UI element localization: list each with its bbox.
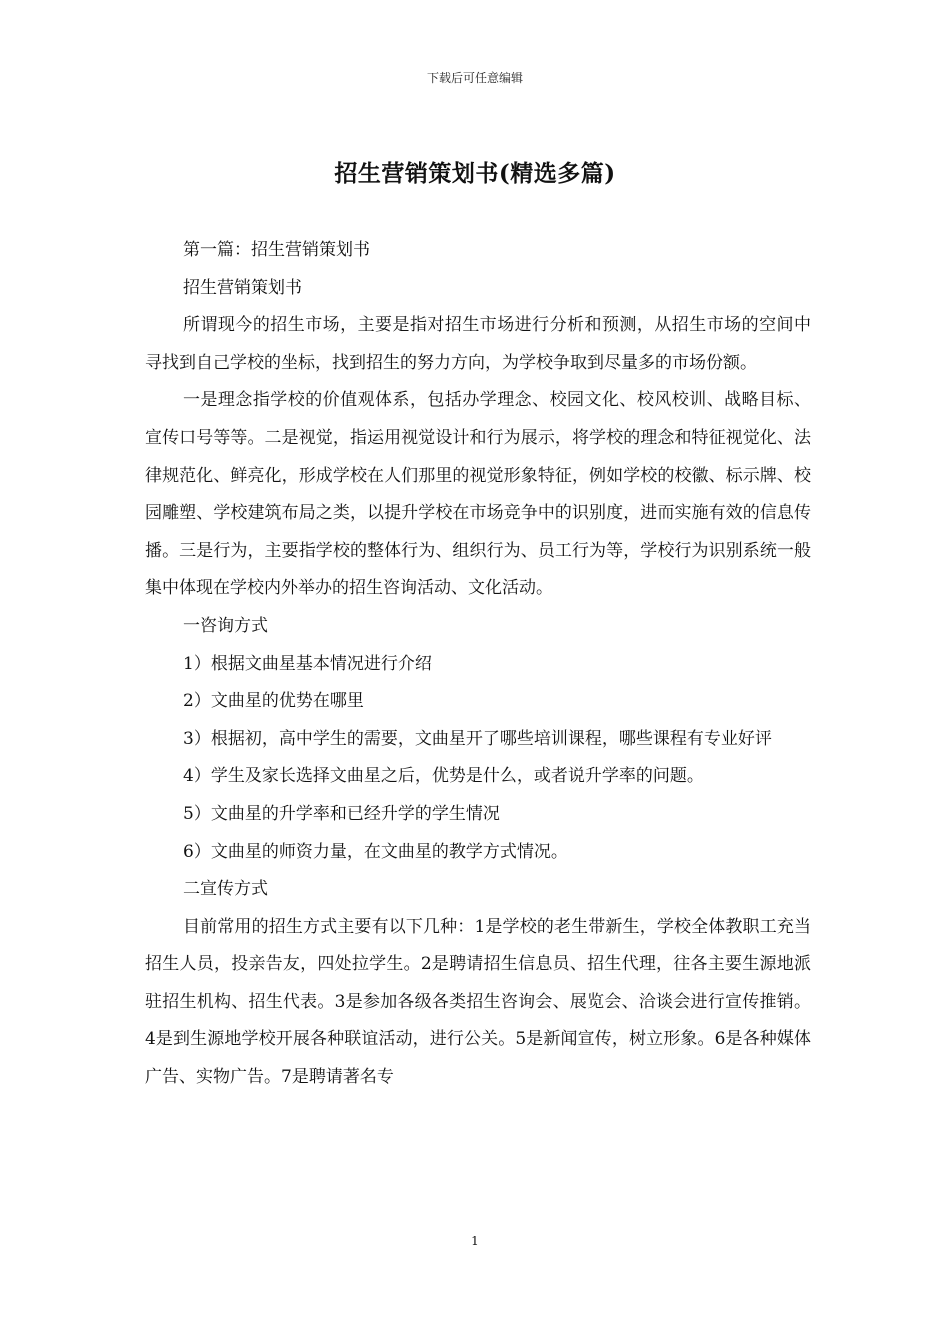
list-item-consult-5: 5）文曲星的升学率和已经升学的学生情况 — [183, 803, 500, 824]
list-item-consult-3: 3）根据初，高中学生的需要，文曲星开了哪些培训课程，哪些课程有专业好评 — [183, 728, 772, 749]
header-note: 下载后可任意编辑 — [426, 71, 523, 85]
document-title: 招生营销策划书(精选多篇) — [334, 160, 616, 187]
paragraph-promo-heading: 二宣传方式 — [183, 879, 268, 900]
paragraph-chapter-heading: 第一篇：招生营销策划书 — [183, 240, 370, 260]
list-item-consult-1: 1）根据文曲星基本情况进行介绍 — [183, 653, 432, 674]
paragraph-intro: 所谓现今的招生市场，主要是指对招生市场进行分析和预测，从招生市场的空间中寻找到自己学校的坐标，找到招生的努力方向，为学校争取到尽量多的市场份额。 — [145, 315, 811, 373]
list-item-consult-6: 6）文曲星的师资力量，在文曲星的教学方式情况。 — [183, 841, 568, 862]
document-body — [145, 232, 811, 1097]
paragraph-subtitle: 招生营销策划书 — [183, 277, 302, 298]
list-item-consult-4: 4）学生及家长选择文曲星之后，优势是什么，或者说升学率的问题。 — [183, 766, 704, 787]
paragraph-promo-methods: 目前常用的招生方式主要有以下几种：1是学校的老生带新生，学校全体教职工充当招生人员，投亲告友，四处拉学生。2是聘请招生信息员、招生代理，往各主要生源地派驻招生机构、招生代表。3是参加各级各类招生咨询会、展览会、洽谈会进行宣传推销。4是到生源地学校开展各种联谊活动，进行公关。5是新闻宣传，树立形象。6是各种媒体广告、实物广告。7是聘请著名专 — [145, 916, 811, 1088]
list-item-consult-2: 2）文曲星的优势在哪里 — [183, 691, 364, 712]
paragraph-identity-system: 一是理念指学校的价值观体系，包括办学理念、校园文化、校风校训、战略目标、宣传口号等等。二是视觉，指运用视觉设计和行为展示，将学校的理念和特征视觉化、法律规范化、鲜亮化，形成学校在人们那里的视觉形象特征，例如学校的校徽、标示牌、校园雕塑、学校建筑布局之类，以提升学校在市场竞争中的识别度，进而实施有效的信息传播。三是行为，主要指学校的整体行为、组织行为、员工行为等，学校行为识别系统一般集中体现在学校内外举办的招生咨询活动、文化活动。 — [145, 390, 811, 599]
page-number: 1 — [471, 1234, 479, 1248]
paragraph-consult-heading: 一咨询方式 — [183, 615, 268, 636]
